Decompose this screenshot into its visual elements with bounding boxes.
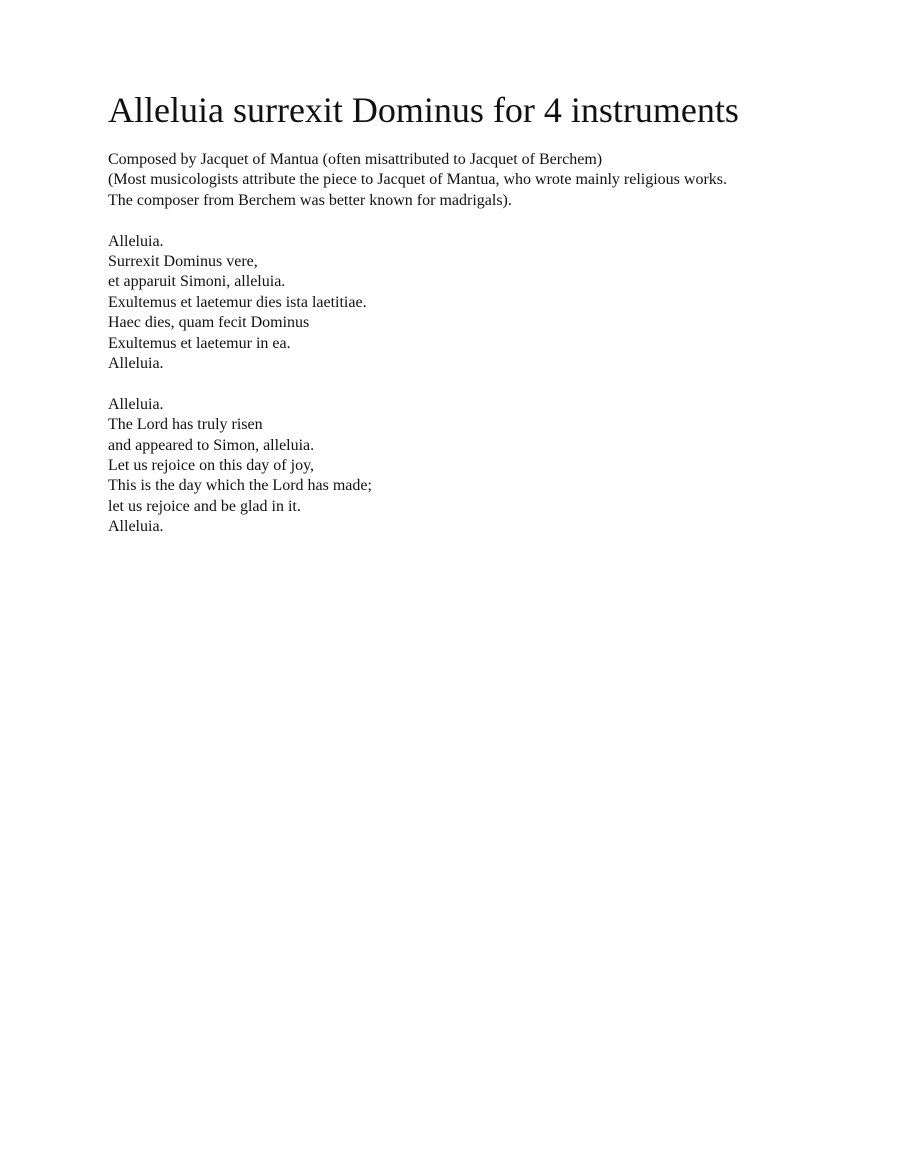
english-text-block bbox=[108, 395, 868, 538]
latin-text-block bbox=[108, 232, 868, 375]
document-page bbox=[108, 88, 868, 538]
english-line: Alleluia. bbox=[108, 395, 164, 413]
intro-block bbox=[108, 150, 868, 211]
latin-line: Exultemus et laetemur dies ista laetitiae. bbox=[108, 293, 367, 311]
intro-line: Composed by Jacquet of Mantua (often misattributed to Jacquet of Berchem) bbox=[108, 151, 603, 168]
english-line: The Lord has truly risen bbox=[108, 416, 263, 434]
latin-line: et apparuit Simoni, alleluia. bbox=[108, 273, 286, 291]
english-line: let us rejoice and be glad in it. bbox=[108, 497, 301, 515]
latin-line: Surrexit Dominus vere, bbox=[108, 253, 258, 271]
english-line: and appeared to Simon, alleluia. bbox=[108, 436, 315, 454]
latin-line: Alleluia. bbox=[108, 355, 164, 373]
latin-line: Haec dies, quam fecit Dominus bbox=[108, 314, 310, 332]
english-line: This is the day which the Lord has made; bbox=[108, 477, 372, 495]
latin-line: Alleluia. bbox=[108, 232, 164, 250]
intro-line: (Most musicologists attribute the piece to Jacquet of Mantua, who wrote mainly religious works. bbox=[108, 171, 727, 189]
intro-line: The composer from Berchem was better known for madrigals). bbox=[108, 191, 512, 209]
english-line: Let us rejoice on this day of joy, bbox=[108, 457, 315, 475]
english-line: Alleluia. bbox=[108, 518, 164, 536]
latin-line: Exultemus et laetemur in ea. bbox=[108, 334, 291, 352]
document-title: Alleluia surrexit Dominus for 4 instruments bbox=[108, 90, 739, 130]
